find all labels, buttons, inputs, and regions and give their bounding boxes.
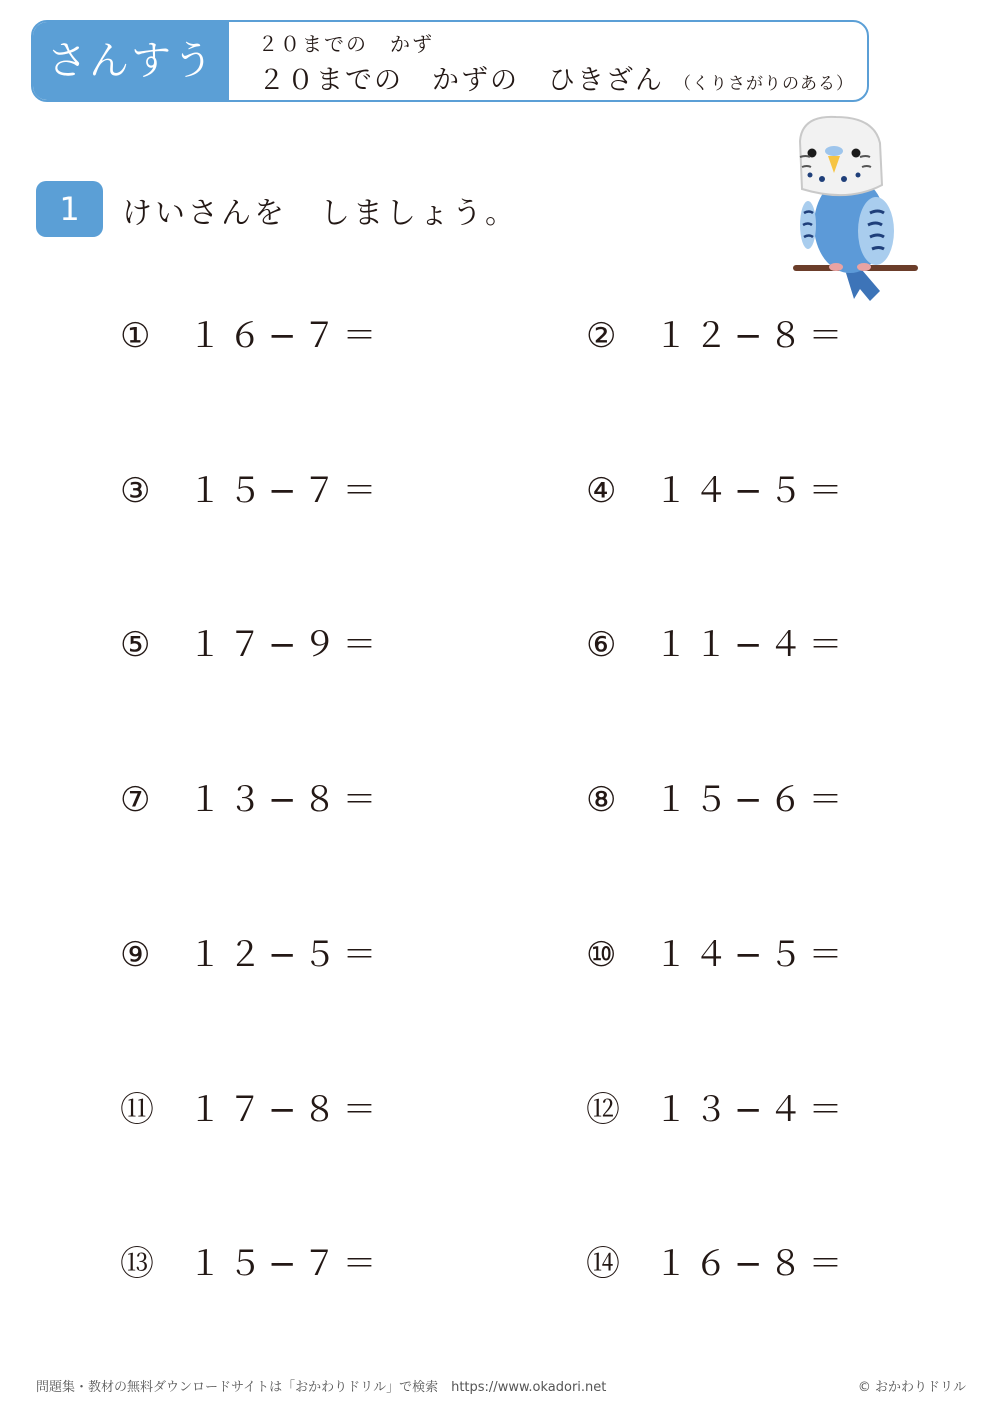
question-instruction: けいさんを しましょう。 — [122, 196, 518, 231]
problem-expression: １２−８＝ — [654, 316, 849, 356]
unit-category: ２０までの かず — [258, 32, 434, 56]
problem-number: ⑧ — [586, 780, 617, 820]
problem-item — [586, 625, 849, 665]
unit-title — [258, 58, 854, 97]
unit-title-sub: （くりさがりのある） — [674, 74, 854, 94]
problem-expression: １４−５＝ — [654, 471, 849, 511]
problem-item — [586, 780, 849, 820]
problem-item — [120, 935, 383, 975]
problem-number: ⑩ — [586, 935, 617, 975]
problem-number: ③ — [120, 471, 151, 511]
problem-number: ② — [586, 316, 617, 356]
problem-item — [586, 1090, 849, 1130]
problem-number: ⑪ — [120, 1090, 154, 1130]
problem-number: ⑬ — [120, 1244, 154, 1284]
problem-number: ⑨ — [120, 935, 151, 975]
problem-item — [120, 780, 383, 820]
problem-expression: １６−８＝ — [654, 1244, 849, 1284]
unit-title-main: ２０までの かずの ひきざん — [258, 65, 664, 96]
problem-expression: １６−７＝ — [188, 316, 383, 356]
problem-number: ⑫ — [586, 1090, 620, 1130]
problem-expression: １７−９＝ — [188, 625, 383, 665]
problem-expression: １７−８＝ — [188, 1090, 383, 1130]
problem-number: ⑦ — [120, 780, 151, 820]
problem-expression: １３−４＝ — [654, 1090, 849, 1130]
problem-item — [586, 471, 849, 511]
question-number-badge: 1 — [36, 181, 103, 237]
problem-number: ⑤ — [120, 625, 151, 665]
problem-item — [120, 1090, 383, 1130]
problem-number: ⑭ — [586, 1244, 620, 1284]
problem-expression: １４−５＝ — [654, 935, 849, 975]
problem-item — [120, 471, 383, 511]
problem-item — [120, 316, 383, 356]
problem-expression: １２−５＝ — [188, 935, 383, 975]
problem-number: ④ — [586, 471, 617, 511]
problem-item — [120, 1244, 383, 1284]
problem-expression: １５−７＝ — [188, 471, 383, 511]
worksheet-header — [31, 20, 869, 102]
problem-number: ⑥ — [586, 625, 617, 665]
footer-note: 問題集・教材の無料ダウンロードサイトは「おかわりドリル」で検索 https://www.okadori.net — [36, 1380, 607, 1395]
problem-item — [120, 625, 383, 665]
problem-item — [586, 1244, 849, 1284]
problem-expression: １５−６＝ — [654, 780, 849, 820]
subject-label: さんすう — [33, 22, 229, 100]
budgerigar-icon — [788, 113, 923, 305]
problem-item — [586, 316, 849, 356]
problem-item — [586, 935, 849, 975]
problem-expression: １１−４＝ — [654, 625, 849, 665]
footer-copyright: © おかわりドリル — [857, 1380, 966, 1395]
problem-expression: １３−８＝ — [188, 780, 383, 820]
problem-number: ① — [120, 316, 151, 356]
problem-expression: １５−７＝ — [188, 1244, 383, 1284]
